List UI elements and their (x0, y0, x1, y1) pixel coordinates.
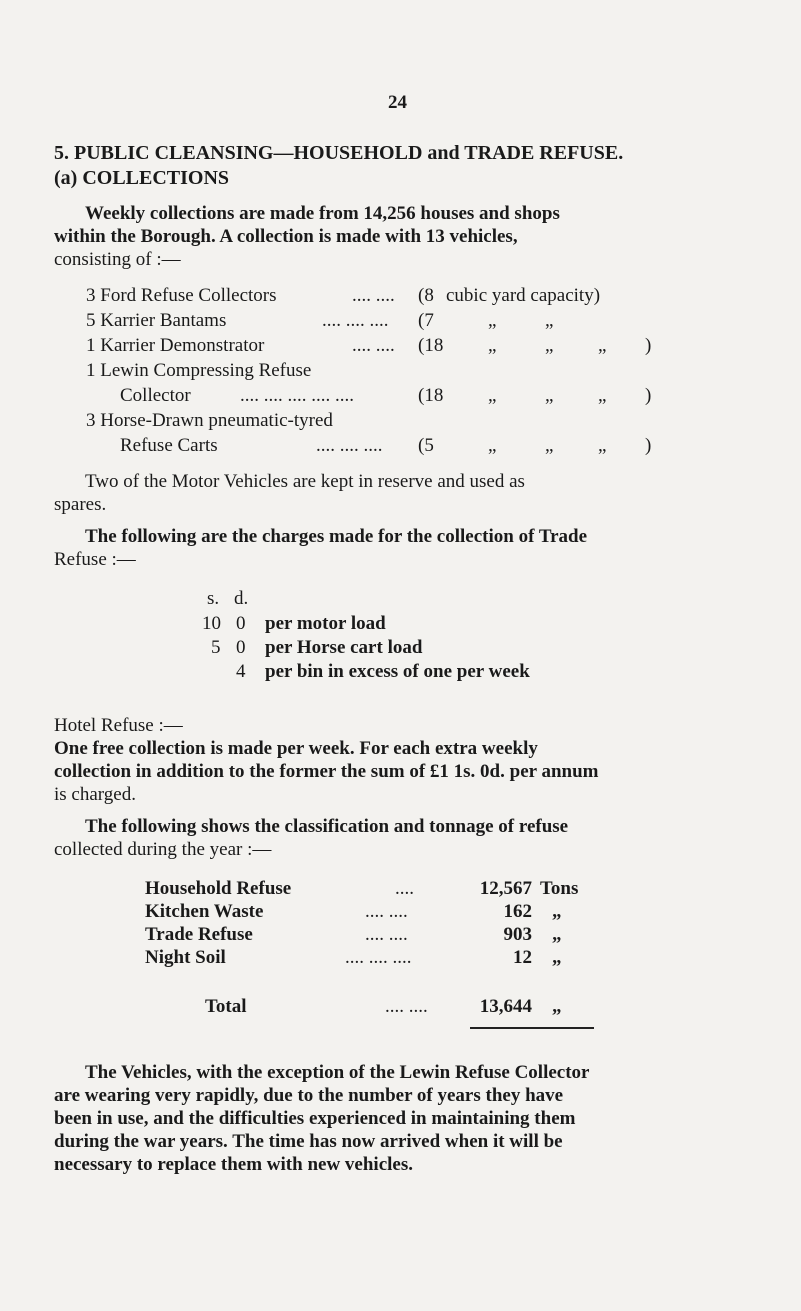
tonnage-label: Night Soil (145, 947, 226, 968)
leader-dots: .... .... (365, 924, 408, 945)
column-header-shillings: s. (207, 588, 220, 609)
section-heading: 5. PUBLIC CLEANSING—HOUSEHOLD and TRADE REFUSE. (54, 142, 624, 164)
total-unit: „ (552, 996, 562, 1017)
charge-pence: 0 (236, 637, 246, 658)
ditto-mark: „ (488, 310, 497, 331)
hotel-line-1: One free collection is made per week. For each extra weekly (54, 738, 538, 759)
intro-line-3: consisting of :— (54, 249, 181, 270)
vehicle-name: 1 Karrier Demonstrator (86, 335, 265, 356)
tonnage-label: Kitchen Waste (145, 901, 264, 922)
leader-dots: .... (395, 878, 414, 899)
ditto-mark: „ (488, 335, 497, 356)
trade-line-2: Refuse :— (54, 549, 136, 570)
ditto-mark: „ (488, 385, 497, 406)
tonnage-unit: „ (552, 924, 562, 945)
capacity-text: cubic yard capacity) (446, 285, 601, 306)
tonnage-unit: „ (552, 947, 562, 968)
total-label: Total (205, 996, 247, 1017)
capacity-close: ) (645, 435, 652, 456)
classification-line-1: The following shows the classification and tonnage of refuse (85, 816, 569, 837)
intro-line-1: Weekly collections are made from 14,256 houses and shops (85, 203, 560, 224)
total-value: 13,644 (479, 996, 532, 1017)
hotel-label: Hotel Refuse :— (54, 715, 183, 736)
closing-line-5: necessary to replace them with new vehicles. (54, 1154, 413, 1175)
tonnage-unit: „ (552, 901, 562, 922)
tonnage-value: 12 (513, 947, 532, 968)
leader-dots: .... .... .... (345, 947, 412, 968)
ditto-mark: „ (598, 435, 607, 456)
leader-dots: .... .... .... (322, 310, 389, 331)
closing-line-3: been in use, and the difficulties experienced in maintaining them (54, 1108, 576, 1129)
vehicle-name: 1 Lewin Compressing Refuse (86, 360, 312, 381)
tonnage-unit: Tons (540, 878, 579, 899)
leader-dots: .... .... .... (316, 435, 383, 456)
ditto-mark: „ (545, 310, 554, 331)
capacity-close: ) (645, 385, 652, 406)
leader-dots: .... .... (365, 901, 408, 922)
leader-dots: .... .... (352, 285, 395, 306)
ditto-mark: „ (598, 385, 607, 406)
page-number: 24 (388, 92, 407, 113)
tonnage-label: Trade Refuse (145, 924, 253, 945)
leader-dots: .... .... .... .... .... (240, 385, 354, 406)
ditto-mark: „ (488, 435, 497, 456)
vehicle-name: 3 Horse-Drawn pneumatic-tyred (86, 410, 333, 431)
charge-pence: 0 (236, 613, 246, 634)
charge-pence: 4 (236, 661, 246, 682)
ditto-mark: „ (545, 435, 554, 456)
capacity-open: (5 (418, 435, 434, 456)
hotel-line-3: is charged. (54, 784, 136, 805)
spares-line-1: Two of the Motor Vehicles are kept in reserve and used as (85, 471, 525, 492)
charge-shillings: 5 (211, 637, 221, 658)
capacity-close: ) (645, 335, 652, 356)
tonnage-value: 12,567 (479, 878, 532, 899)
vehicle-name: 3 Ford Refuse Collectors (86, 285, 277, 306)
closing-line-1: The Vehicles, with the exception of the Lewin Refuse Collector (85, 1062, 590, 1083)
capacity-open: (8 (418, 285, 434, 306)
ditto-mark: „ (545, 335, 554, 356)
vehicle-name-cont: Refuse Carts (120, 435, 218, 456)
tonnage-value: 162 (503, 901, 532, 922)
leader-dots: .... .... (385, 996, 428, 1017)
tonnage-label: Household Refuse (145, 878, 292, 899)
closing-line-4: during the war years. The time has now arrived when it will be (54, 1131, 563, 1152)
intro-line-2: within the Borough. A collection is made with 13 vehicles, (54, 226, 518, 247)
ditto-mark: „ (598, 335, 607, 356)
capacity-open: (18 (418, 385, 444, 406)
trade-line-1: The following are the charges made for the collection of Trade (85, 526, 588, 547)
capacity-open: (18 (418, 335, 444, 356)
vehicle-name: 5 Karrier Bantams (86, 310, 227, 331)
closing-line-2: are wearing very rapidly, due to the number of years they have (54, 1085, 564, 1106)
subsection-heading: (a) COLLECTIONS (54, 167, 230, 189)
hotel-line-2: collection in addition to the former the sum of £1 1s. 0d. per annum (54, 761, 599, 782)
leader-dots: .... .... (352, 335, 395, 356)
charge-description: per bin in excess of one per week (265, 661, 530, 682)
total-underline (470, 1027, 594, 1029)
charge-description: per motor load (265, 613, 386, 634)
spares-line-2: spares. (54, 494, 107, 515)
vehicle-name-cont: Collector (120, 385, 191, 406)
charge-shillings: 10 (202, 613, 221, 634)
tonnage-value: 903 (503, 924, 532, 945)
column-header-pence: d. (234, 588, 249, 609)
classification-line-2: collected during the year :— (54, 839, 272, 860)
capacity-open: (7 (418, 310, 434, 331)
charge-description: per Horse cart load (265, 637, 423, 658)
ditto-mark: „ (545, 385, 554, 406)
